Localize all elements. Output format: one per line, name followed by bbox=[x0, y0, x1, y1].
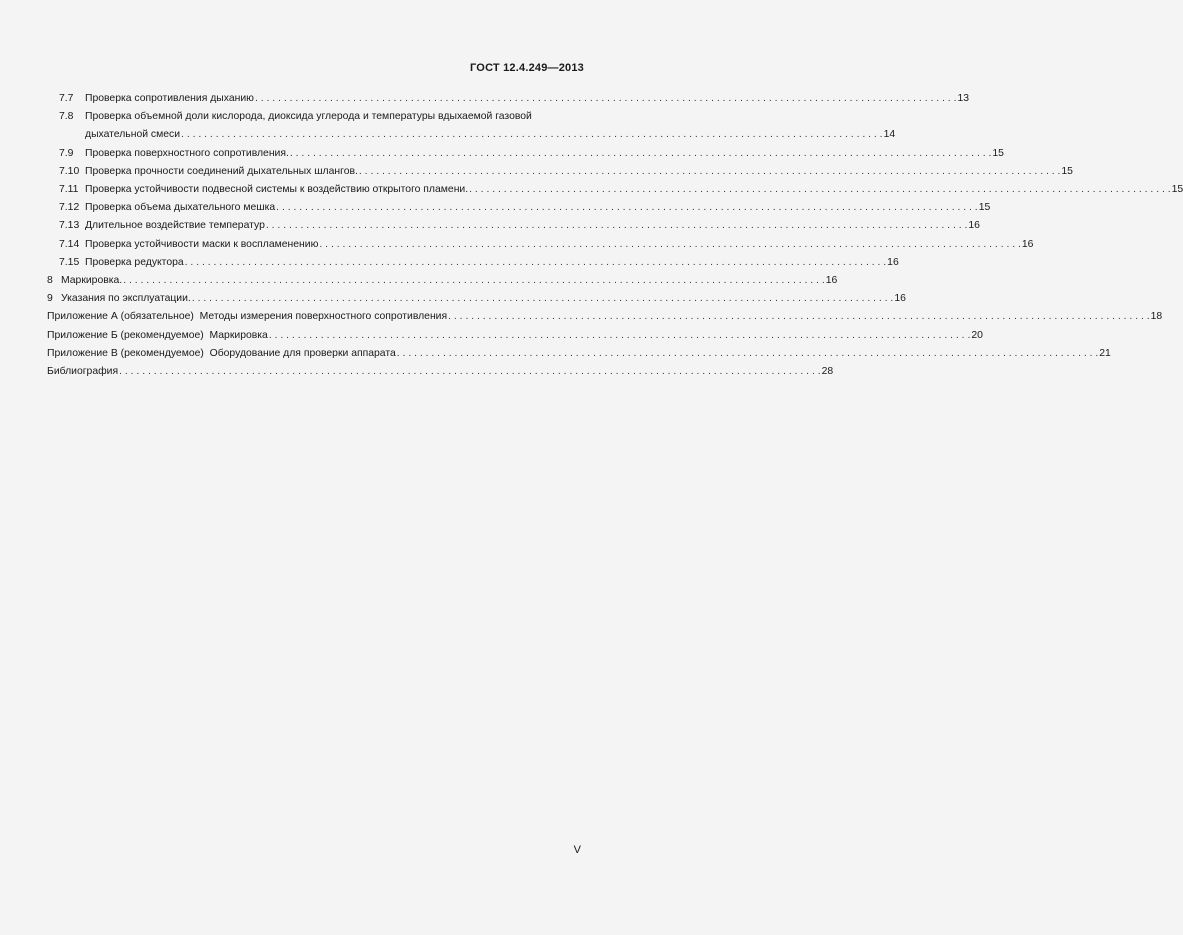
leader-dots bbox=[266, 217, 968, 235]
toc-item-7-13[interactable] bbox=[47, 217, 980, 235]
toc-item-title: Проверка устойчивости маски к воспламенению bbox=[85, 238, 319, 250]
leader-dots bbox=[397, 345, 1099, 363]
toc-item-page: 18 bbox=[1150, 311, 1163, 323]
toc-item-page: 16 bbox=[825, 275, 838, 287]
toc-item-7-15[interactable] bbox=[47, 254, 899, 272]
toc-item-title-continued: дыхательной смеси bbox=[85, 129, 181, 141]
toc-item-number: 7.13 bbox=[59, 220, 80, 232]
toc-item-page: 15 bbox=[1171, 184, 1183, 196]
toc-item-page: 15 bbox=[1061, 165, 1073, 177]
toc-item-appendix-b[interactable] bbox=[47, 327, 983, 345]
toc-item-title: Проверка сопротивления дыханию bbox=[85, 93, 254, 104]
toc-item-title: Проверка прочности соединений дыхательных шлангов. bbox=[85, 165, 358, 177]
toc-item-number: 7.15 bbox=[59, 256, 80, 268]
toc-item-page: 16 bbox=[887, 256, 899, 268]
toc-item-8[interactable] bbox=[47, 272, 838, 290]
toc-item-title: Маркировка. bbox=[61, 275, 123, 287]
toc-item-7-7[interactable] bbox=[47, 90, 970, 108]
toc-item-bibliography[interactable] bbox=[47, 363, 834, 381]
leader-dots bbox=[123, 272, 825, 290]
toc-item-number: 7.9 bbox=[59, 147, 74, 159]
table-of-contents bbox=[47, 90, 1183, 381]
toc-item-7-11[interactable] bbox=[47, 181, 1183, 199]
leader-dots bbox=[290, 145, 992, 163]
toc-item-appendix-v[interactable] bbox=[47, 345, 1111, 363]
toc-item-7-8[interactable] bbox=[47, 108, 896, 144]
document-id: ГОСТ 12.4.249—2013 bbox=[470, 62, 584, 74]
toc-item-page: 16 bbox=[968, 220, 980, 232]
toc-item-7-9[interactable] bbox=[47, 145, 1004, 163]
leader-dots bbox=[448, 308, 1150, 326]
toc-item-title: Приложение Б (рекомендуемое) Маркировка bbox=[47, 329, 268, 341]
toc-item-appendix-a[interactable] bbox=[47, 308, 1163, 326]
toc-item-page: 16 bbox=[894, 293, 906, 305]
toc-item-number: 9 bbox=[47, 293, 53, 305]
toc-item-7-10[interactable] bbox=[47, 163, 1073, 181]
toc-item-9[interactable] bbox=[47, 290, 906, 308]
toc-item-page: 15 bbox=[978, 202, 991, 214]
leader-dots bbox=[276, 199, 978, 217]
leader-dots bbox=[119, 363, 821, 381]
toc-item-title: Проверка объема дыхательного мешка bbox=[85, 202, 276, 214]
toc-item-number: 7.7 bbox=[59, 93, 74, 104]
toc-item-page: 15 bbox=[992, 147, 1004, 159]
toc-item-7-14[interactable] bbox=[47, 236, 1034, 254]
leader-dots bbox=[319, 236, 1021, 254]
toc-item-number: 7.10 bbox=[59, 165, 80, 177]
leader-dots bbox=[192, 290, 894, 308]
toc-item-number: 7.12 bbox=[59, 202, 80, 214]
leader-dots bbox=[181, 126, 883, 144]
toc-item-page: 20 bbox=[971, 329, 983, 341]
toc-item-title: Приложение В (рекомендуемое) Оборудование для проверки аппарата bbox=[47, 347, 396, 359]
toc-item-title: Приложение А (обязательное) Методы измерения поверхностного сопротивления bbox=[47, 311, 448, 323]
leader-dots bbox=[469, 181, 1171, 199]
toc-item-title: Библиография bbox=[47, 366, 119, 378]
leader-dots bbox=[269, 327, 971, 345]
toc-item-title: Длительное воздействие температур bbox=[85, 220, 265, 232]
toc-item-title: Проверка поверхностного сопротивления. bbox=[85, 147, 289, 159]
toc-item-page: 13 bbox=[957, 93, 970, 104]
leader-dots bbox=[359, 163, 1061, 181]
leader-dots bbox=[255, 90, 957, 108]
toc-item-page: 16 bbox=[1021, 238, 1034, 250]
toc-item-page: 14 bbox=[883, 129, 896, 141]
toc-item-number: 8 bbox=[47, 275, 53, 287]
toc-item-page: 21 bbox=[1099, 347, 1111, 359]
toc-item-number: 7.11 bbox=[59, 184, 79, 196]
toc-item-title: Проверка объемной доли кислорода, диоксида углерода и температуры вдыхаемой газовой bbox=[85, 111, 532, 123]
toc-item-title: Проверка устойчивости подвесной системы к воздействию открытого пламени. bbox=[85, 184, 469, 196]
toc-item-number: 7.8 bbox=[59, 111, 74, 123]
toc-item-title: Указания по эксплуатации. bbox=[61, 293, 191, 305]
toc-item-page: 28 bbox=[821, 366, 834, 378]
toc-item-title: Проверка редуктора bbox=[85, 256, 184, 268]
toc-item-7-12[interactable] bbox=[47, 199, 991, 217]
toc-item-number: 7.14 bbox=[59, 238, 80, 250]
page-number: V bbox=[573, 844, 581, 856]
leader-dots bbox=[185, 254, 887, 272]
